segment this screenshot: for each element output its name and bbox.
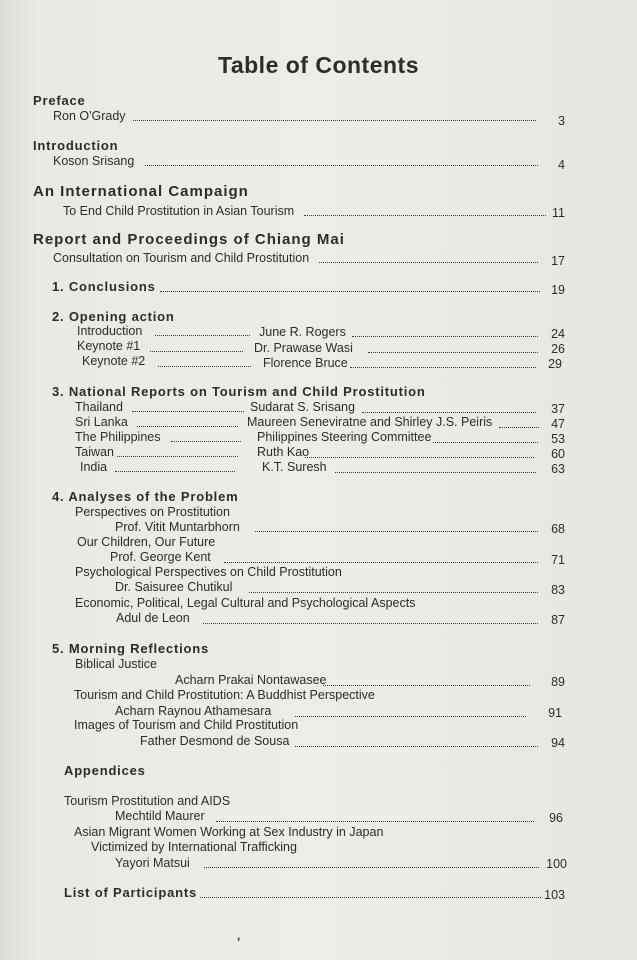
- campaign-heading: An International Campaign: [33, 183, 249, 200]
- leader-dots: [295, 706, 526, 717]
- analyses-page: 71: [551, 553, 565, 567]
- analyses-title: Perspectives on Prostitution: [75, 505, 230, 519]
- leader-dots: [323, 675, 530, 686]
- leader-dots: [204, 857, 539, 868]
- leader-dots: [160, 281, 540, 292]
- analyses-page: 87: [551, 613, 565, 627]
- preface-heading: Preface: [33, 93, 86, 108]
- leader-dots: [352, 326, 538, 337]
- analyses-page: 68: [551, 522, 565, 536]
- leader-dots: [433, 432, 538, 443]
- national-label: The Philippines: [75, 430, 161, 444]
- opening-speaker: Florence Bruce: [263, 356, 348, 370]
- analyses-title: Economic, Political, Legal Cultural and Psychological Aspects: [75, 596, 416, 610]
- leader-dots: [368, 342, 538, 353]
- preface-author: Ron O'Grady: [53, 109, 126, 123]
- leader-dots: [133, 110, 536, 121]
- analyses-author: Prof. Vitit Muntarbhorn: [115, 520, 240, 534]
- opening-label: Keynote #2: [82, 354, 146, 368]
- reflections-page: 91: [548, 706, 562, 720]
- leader-dots: [150, 341, 243, 352]
- national-speaker: Maureen Seneviratne and Shirley J.S. Peiris: [247, 415, 493, 429]
- leader-dots: [216, 811, 534, 822]
- participants-page: 103: [544, 888, 565, 902]
- appendices-subtitle: Victimized by International Trafficking: [91, 840, 297, 854]
- leader-dots: [319, 252, 538, 263]
- opening-page: 26: [551, 342, 565, 356]
- leader-dots: [155, 325, 250, 336]
- leader-dots: [249, 582, 538, 593]
- leader-dots: [132, 401, 244, 412]
- analyses-title: Our Children, Our Future: [77, 535, 216, 549]
- page-title: Table of Contents: [218, 52, 420, 78]
- appendices-author: Mechtild Maurer: [115, 809, 205, 823]
- national-page: 63: [551, 462, 565, 476]
- reflections-page: 89: [551, 675, 565, 689]
- leader-dots: [203, 613, 538, 624]
- appendices-page: 96: [549, 811, 563, 825]
- campaign-subtitle: To End Child Prostitution in Asian Tourism: [63, 204, 295, 218]
- appendices-heading: Appendices: [64, 763, 146, 778]
- leader-dots: [115, 461, 235, 472]
- national-speaker: Sudarat S. Srisang: [250, 400, 355, 414]
- national-label: Sri Lanka: [75, 415, 128, 429]
- leader-dots: [335, 462, 536, 473]
- leader-dots: [117, 446, 238, 457]
- report-subtitle: Consultation on Tourism and Child Prostitution: [53, 251, 310, 265]
- national-page: 60: [551, 447, 565, 461]
- introduction-heading: Introduction: [33, 138, 119, 153]
- opening-speaker: Dr. Prawase Wasi: [254, 341, 353, 355]
- opening-page: 29: [548, 357, 562, 371]
- analyses-title: Psychological Perspectives on Child Prostitution: [75, 565, 342, 579]
- reflections-title: Images of Tourism and Child Prostitution: [74, 718, 299, 732]
- national-speaker: Ruth Kao: [257, 445, 310, 459]
- national-speaker: Philippines Steering Committee: [257, 430, 432, 444]
- report-heading: Report and Proceedings of Chiang Mai: [33, 231, 345, 248]
- national-label: Thailand: [75, 400, 123, 414]
- report-page: 17: [551, 254, 565, 268]
- leader-dots: [200, 887, 541, 898]
- opening-heading: 2. Opening action: [52, 309, 175, 324]
- reflections-heading: 5. Morning Reflections: [52, 641, 210, 656]
- introduction-page: 4: [558, 158, 565, 172]
- leader-dots: [145, 155, 538, 166]
- national-page: 47: [551, 417, 565, 431]
- opening-page: 24: [551, 327, 565, 341]
- footer-mark: ': [237, 934, 241, 950]
- analyses-author: Prof. George Kent: [110, 550, 211, 564]
- leader-dots: [295, 736, 538, 747]
- conclusions-page: 19: [551, 283, 565, 297]
- national-speaker: K.T. Suresh: [262, 460, 327, 474]
- analyses-author: Adul de Leon: [116, 611, 190, 625]
- leader-dots: [137, 416, 238, 427]
- analyses-heading: 4. Analyses of the Problem: [52, 489, 239, 504]
- national-label: Taiwan: [75, 445, 114, 459]
- introduction-author: Koson Srisang: [53, 154, 135, 168]
- appendices-page: 100: [546, 857, 567, 871]
- appendices-title: Tourism Prostitution and AIDS: [64, 794, 231, 808]
- campaign-page: 11: [552, 206, 565, 220]
- opening-label: Keynote #1: [77, 339, 141, 353]
- leader-dots: [305, 447, 534, 458]
- national-label: India: [80, 460, 108, 474]
- reflections-author: Father Desmond de Sousa: [140, 734, 290, 748]
- national-page: 53: [551, 432, 565, 446]
- national-heading: 3. National Reports on Tourism and Child Prostitution: [52, 384, 426, 399]
- participants-heading: List of Participants: [64, 885, 198, 900]
- analyses-page: 83: [551, 583, 565, 597]
- reflections-title: Tourism and Child Prostitution: A Buddhist Perspective: [74, 688, 375, 702]
- reflections-page: 94: [551, 736, 565, 750]
- leader-dots: [304, 205, 546, 216]
- appendices-author: Yayori Matsui: [115, 856, 190, 870]
- leader-dots: [158, 356, 251, 367]
- opening-speaker: June R. Rogers: [259, 325, 346, 339]
- preface-page: 3: [558, 114, 565, 128]
- leader-dots: [362, 402, 536, 413]
- leader-dots: [224, 552, 538, 563]
- leader-dots: [255, 521, 538, 532]
- leader-dots: [171, 431, 241, 442]
- leader-dots: [350, 357, 536, 368]
- opening-label: Introduction: [77, 324, 143, 338]
- analyses-author: Dr. Saisuree Chutikul: [115, 580, 233, 594]
- reflections-title: Biblical Justice: [75, 657, 157, 671]
- reflections-author: Acharn Raynou Athamesara: [115, 704, 272, 718]
- national-page: 37: [551, 402, 565, 416]
- conclusions-heading: 1. Conclusions: [52, 279, 156, 294]
- reflections-author: Acharn Prakai Nontawasee: [175, 673, 327, 687]
- appendices-title: Asian Migrant Women Working at Sex Industry in Japan: [74, 825, 384, 839]
